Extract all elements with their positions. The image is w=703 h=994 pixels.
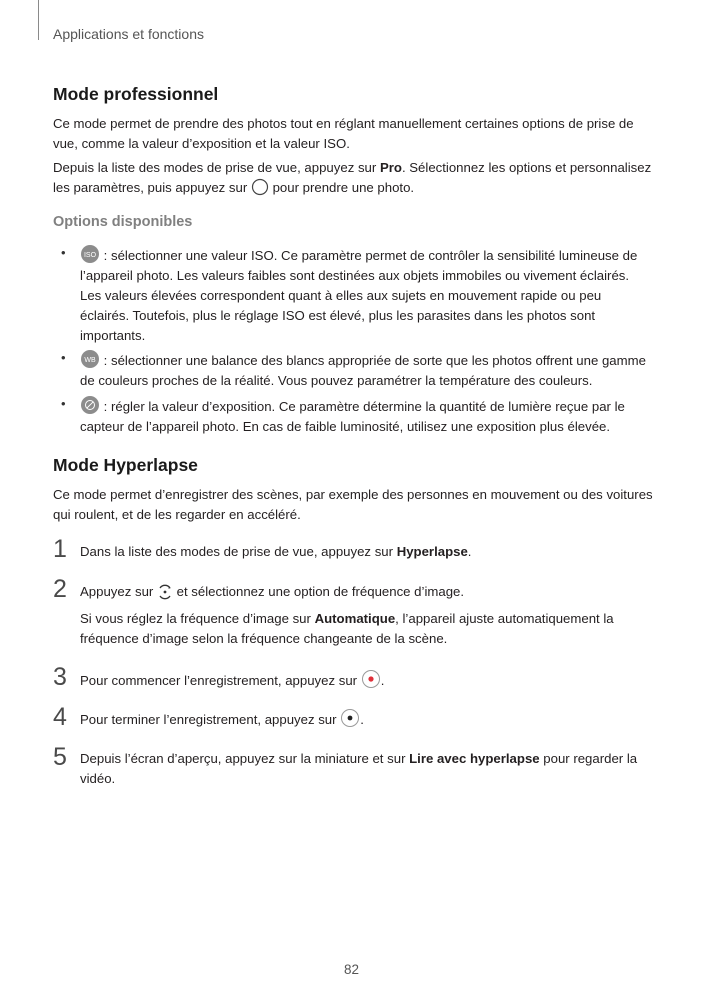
pro-instructions-part-a: Depuis la liste des modes de prise de vue, appuyez sur xyxy=(53,160,380,175)
pro-mode-label: Pro xyxy=(379,160,402,175)
step-2-note-a: Si vous réglez la fréquence d’image sur xyxy=(80,611,315,626)
step-4 xyxy=(80,708,650,730)
options-heading: Options disponibles xyxy=(53,214,193,230)
margin-rule xyxy=(38,0,39,40)
section-heading-pro: Mode professionnel xyxy=(53,84,219,104)
automatic-label: Automatique xyxy=(314,611,396,626)
step-5-text-a: Depuis l’écran d’aperçu, appuyez sur la miniature et sur xyxy=(80,751,410,766)
svg-text:WB: WB xyxy=(84,357,96,364)
hyperlapse-mode-label: Hyperlapse xyxy=(396,544,468,559)
step-number-1: 1 xyxy=(53,535,67,563)
running-header: Applications et fonctions xyxy=(53,26,204,42)
step-3 xyxy=(80,669,650,691)
bullet-marker: • xyxy=(61,396,66,411)
option-wb-text: : sélectionner une balance des blancs appropriée de sorte que les photos offrent une gamme de couleurs proches de la réalité. Vous pouvez paramétrer la température des couleurs. xyxy=(80,353,646,388)
step-2-text-b: et sélectionnez une option de fréquence d’image. xyxy=(172,584,465,599)
bullet-marker: • xyxy=(61,350,66,365)
section-heading-hyperlapse: Mode Hyperlapse xyxy=(53,455,198,475)
step-1-text-b: . xyxy=(467,544,472,559)
step-4-text-b: . xyxy=(360,712,364,727)
iso-icon xyxy=(80,244,100,264)
option-exposure xyxy=(80,395,650,437)
step-3-text-a: Pour commencer l’enregistrement, appuyez sur xyxy=(80,673,361,688)
step-number-5: 5 xyxy=(53,743,67,771)
step-number-4: 4 xyxy=(53,703,67,731)
pro-intro-text: Ce mode permet de prendre des photos tout en réglant manuellement certaines options de prise de vue, comme la valeur d’exposition et la valeur ISO. xyxy=(53,116,634,151)
option-iso-text: : sélectionner une valeur ISO. Ce paramètre permet de contrôler la sensibilité lumineuse de l’appareil photo. Les valeurs faibles sont destinées aux objets immobiles ou vivement éclairés. Les valeurs élevées correspondent quant à elles aux sujets en mouvement rapide ou peu éclairés. Toutefois, plus le réglage ISO est élevé, plus les parasites dans les photos sont importants. xyxy=(80,248,638,343)
option-exposure-text: : régler la valeur d’exposition. Ce paramètre détermine la quantité de lumière reçue par le capteur de l’appareil photo. En cas de faible luminosité, utilisez une exposition plus élevée. xyxy=(80,399,625,434)
page-number: 82 xyxy=(343,962,360,977)
pro-instructions-part-b: . Sélectionnez les options et personnalisez les paramètres, puis appuyez sur xyxy=(53,160,652,195)
exposure-icon xyxy=(80,395,100,415)
shutter-icon xyxy=(251,178,269,196)
record-icon xyxy=(361,669,381,689)
play-hyperlapse-label: Lire avec hyperlapse xyxy=(409,751,540,766)
pro-instructions-part-c: pour prendre une photo. xyxy=(268,180,415,195)
step-2-text-a: Appuyez sur xyxy=(80,584,157,599)
step-3-text-b: . xyxy=(380,673,385,688)
white-balance-icon xyxy=(80,349,100,369)
pro-instructions xyxy=(53,158,653,198)
stop-icon xyxy=(340,708,360,728)
hyperlapse-intro: Ce mode permet d’enregistrer des scènes, par exemple des personnes en mouvement ou des voitures qui roulent, et de les regarder en accéléré. xyxy=(53,487,653,522)
pro-intro-paragraph xyxy=(53,114,653,198)
svg-text:ISO: ISO xyxy=(83,252,97,259)
step-5-text-b: pour regarder la vidéo. xyxy=(80,751,638,786)
step-number-2: 2 xyxy=(53,575,67,603)
step-1-text-a: Dans la liste des modes de prise de vue, appuyez sur xyxy=(80,544,397,559)
option-wb xyxy=(80,349,650,391)
bullet-marker: • xyxy=(61,245,66,260)
step-2-note-b: , l’appareil ajuste automatiquement la fréquence d’image selon la fréquence changeante de la scène. xyxy=(80,611,614,646)
step-2 xyxy=(80,582,650,602)
step-2-note xyxy=(80,609,650,649)
step-5 xyxy=(80,749,650,789)
option-iso xyxy=(80,244,650,346)
frame-rate-icon xyxy=(157,584,173,600)
step-1 xyxy=(80,542,650,562)
step-number-3: 3 xyxy=(53,663,67,691)
step-4-text-a: Pour terminer l’enregistrement, appuyez sur xyxy=(80,712,341,727)
